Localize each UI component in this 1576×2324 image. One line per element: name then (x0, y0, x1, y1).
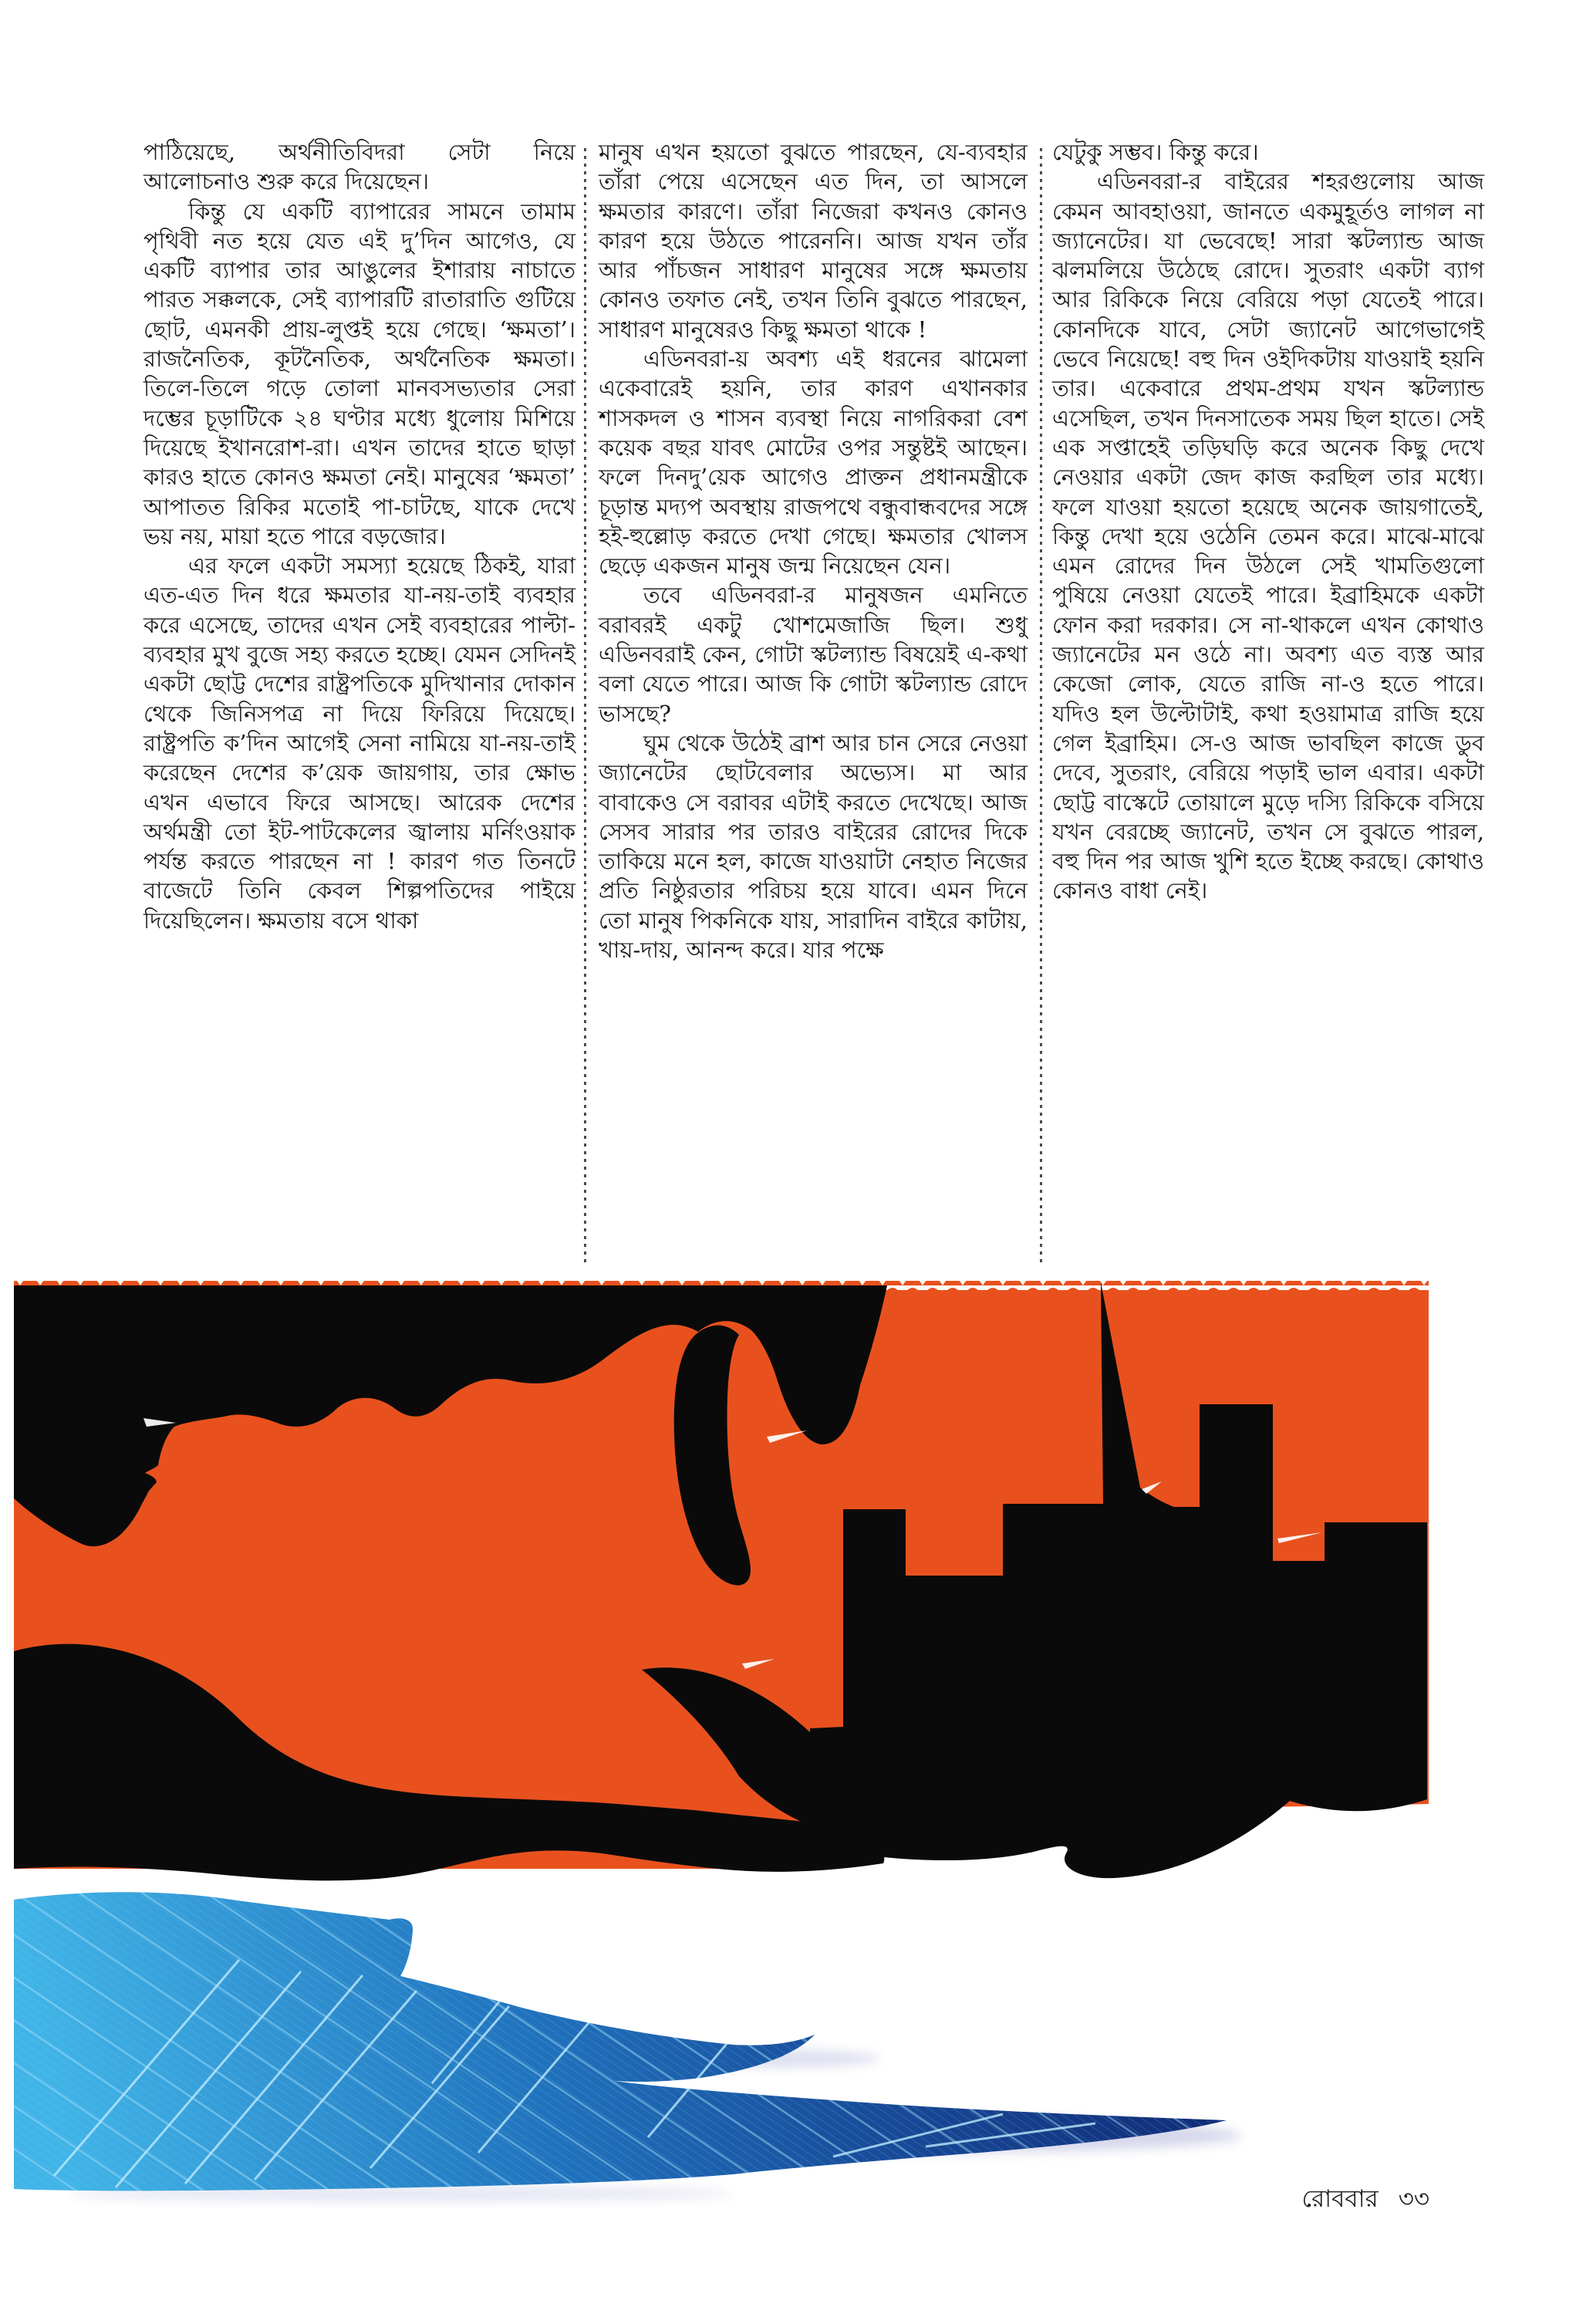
paragraph: ঘুম থেকে উঠেই ব্রাশ আর চান সেরে নেওয়া জ্যানেটের ছোটবেলার অভ্যেস। মা আর বাবাকেও সে বরাবর এটাই করতে দেখেছে। আজ সেসব সারার পর তারও বাইরের রোদের দিকে তাকিয়ে মনে হল, কাজে যাওয়াটা নেহাত নিজের প্রতি নিষ্ঠুরতার পরিচয় হয়ে যাবে। এমন দিনে তো মানুষ পিকনিকে যায়, সারাদিন বাইরে কাটায়, খায়-দায়, আনন্দ করে। যার পক্ষে (599, 729, 1028, 964)
paragraph: কিন্তু যে একটি ব্যাপারের সামনে তামাম পৃথিবী নত হয়ে যেত এই দু’দিন আগেও, যে একটি ব্যাপার তার আঙুলের ইশারায় নাচাতে পারত সক্কলকে, সেই ব্যাপারটি রাতারাতি গুটিয়ে ছোট, এমনকী প্রায়-লুপ্তই হয়ে গেছে। ‘ক্ষমতা’। রাজনৈতিক, কূটনৈতিক, অর্থনৈতিক ক্ষমতা। তিলে-তিলে গড়ে তোলা মানবসভ্যতার সেরা দম্ভের চূড়াটিকে ২৪ ঘণ্টার মধ্যে ধুলোয় মিশিয়ে দিয়েছে ইখানরোশ-রা। এখন তাদের হাতে ছাড়া কারও হাতে কোনও ক্ষমতা নেই। মানুষের ‘ক্ষমতা’ আপাতত রিকির মতোই পা-চাটছে, যাকে দেখে ভয় নয়, মায়া হতে পারে বড়জোর। (143, 198, 575, 549)
page-footer (1302, 2180, 1429, 2221)
blue-wave-texture (14, 1892, 1227, 2191)
paragraph: এডিনবরা-র বাইরের শহরগুলোয় আজ কেমন আবহাওয়া, জানতে একমুহূর্তও লাগল না জ্যানেটের। যা ভেবেছে! সারা স্কটল্যান্ড আজ ঝলমলিয়ে উঠেছে রোদে। সুতরাং একটা ব্যাগ আর রিকিকে নিয়ে বেরিয়ে পড়া যেতেই পারে। কোনদিকে যাবে, সেটা জ্যানেট আগেভাগেই ভেবে নিয়েছে! বহু দিন ওইদিকটায় যাওয়াই হয়নি তার। একেবারে প্রথম-প্রথম যখন স্কটল্যান্ড এসেছিল, তখন দিনসাতেক সময় ছিল হাতে। সেই এক সপ্তাহেই তড়িঘড়ি করে অনেক কিছু দেখে নেওয়ার একটা জেদ কাজ করছিল তার মধ্যে। ফলে যাওয়া হয়তো হয়েছে অনেক জায়গাতেই, কিন্তু দেখা হয়ে ওঠেনি তেমন করে। মাঝে-মাঝে এমন রোদের দিন উঠলে সেই খামতিগুলো পুষিয়ে নেওয়া যেতেই পারে। ইব্রাহিমকে একটা ফোন করা দরকার। সে না-থাকলে এখন কোথাও জ্যানেটের মন ওঠে না। অবশ্য এত ব্যস্ত আর কেজো লোক, যেতে রাজি না-ও হতে পারে। যদিও হল উল্টোটাই, কথা হওয়ামাত্র রাজি হয়ে গেল ইব্রাহিম। সে-ও আজ ভাবছিল কাজে ডুব দেবে, সুতরাং, বেরিয়ে পড়াই ভাল এবার। একটা ছোট্ট বাস্কেটে তোয়ালে মুড়ে দস্যি রিকিকে বসিয়ে যখন বেরচ্ছে জ্যানেট, তখন সে বুঝতে পারল, বহু দিন পর আজ খুশি হতে ইচ্ছে করছে। কোথাও কোনও বাধা নেই। (1052, 168, 1484, 904)
paragraph: যেটুকু সম্ভব। কিন্তু করে। (1052, 139, 1259, 165)
paragraph: মানুষ এখন হয়তো বুঝতে পারছেন, যে-ব্যবহার তাঁরা পেয়ে এসেছেন এত দিন, তা আসলে ক্ষমতার কারণে। তাঁরা নিজেরা কখনও কোনও কারণ হয়ে উঠতে পারেননি। আজ যখন তাঁর আর পাঁচজন সাধারণ মানুষের সঙ্গে ক্ষমতায় কোনও তফাত নেই, তখন তিনি বুঝতে পারছেন, সাধারণ মানুষেরও কিছু ক্ষমতা থাকে ! (599, 139, 1028, 343)
paragraph: এডিনবরা-য় অবশ্য এই ধরনের ঝামেলা একেবারেই হয়নি, তার কারণ এখানকার শাসকদল ও শাসন ব্যবস্থা নিয়ে নাগরিকরা বেশ কয়েক বছর যাবৎ মোটের ওপর সন্তুষ্টই আছেন। ফলে দিনদু’য়েক আগেও প্রাক্তন প্রধানমন্ত্রীকে চূড়ান্ত মদ্যপ অবস্থায় রাজপথে বন্ধুবান্ধবদের সঙ্গে হই-হুল্লোড় করতে দেখা গেছে। ক্ষমতার খোলস ছেড়ে একজন মানুষ জন্ম নিয়েছেন যেন। (599, 346, 1028, 579)
footer-page-number: ৩৩ (1398, 2185, 1429, 2213)
paragraph: পাঠিয়েছে, অর্থনীতিবিদরা সেটা নিয়ে আলোচনাও শুরু করে দিয়েছেন। (143, 139, 575, 195)
footer-magazine-name: রোববার (1301, 2185, 1379, 2213)
paragraph: এর ফলে একটা সমস্যা হয়েছে ঠিকই, যারা এত-এত দিন ধরে ক্ষমতার যা-নয়-তাই ব্যবহার করে এসেছে, তাদের এখন সেই ব্যবহারের পাল্টা-ব্যবহার মুখ বুজে সহ্য করতে হচ্ছে। যেমন সেদিনই একটা ছোট্ট দেশের রাষ্ট্রপতিকে মুদিখানার দোকান থেকে জিনিসপত্র না দিয়ে ফিরিয়ে দিয়েছে। রাষ্ট্রপতি ক’দিন আগেই সেনা নামিয়ে যা-নয়-তাই করেছেন দেশের ক’য়েক জায়গায়, তার ক্ষোভ এখন এভাবে ফিরে আসছে। আরেক দেশের অর্থমন্ত্রী তো ইট-পাটকেলের জ্বালায় মর্নিংওয়াক পর্যন্ত করতে পারছেন না ! কারণ গত তিনটে বাজেটে তিনি কেবল শিল্পপতিদের পাইয়ে দিয়েছিলেন। ক্ষমতায় বসে থাকা (143, 552, 575, 934)
paragraph: তবে এডিনবরা-র মানুষজন এমনিতে বরাবরই একটু খোশমেজাজি ছিল। শুধু এডিনবরাই কেন, গোটা স্কটল্যান্ড বিষয়েই এ-কথা বলা যেতে পারে। আজ কি গোটা স্কটল্যান্ড রোদে ভাসছে? (599, 582, 1028, 727)
